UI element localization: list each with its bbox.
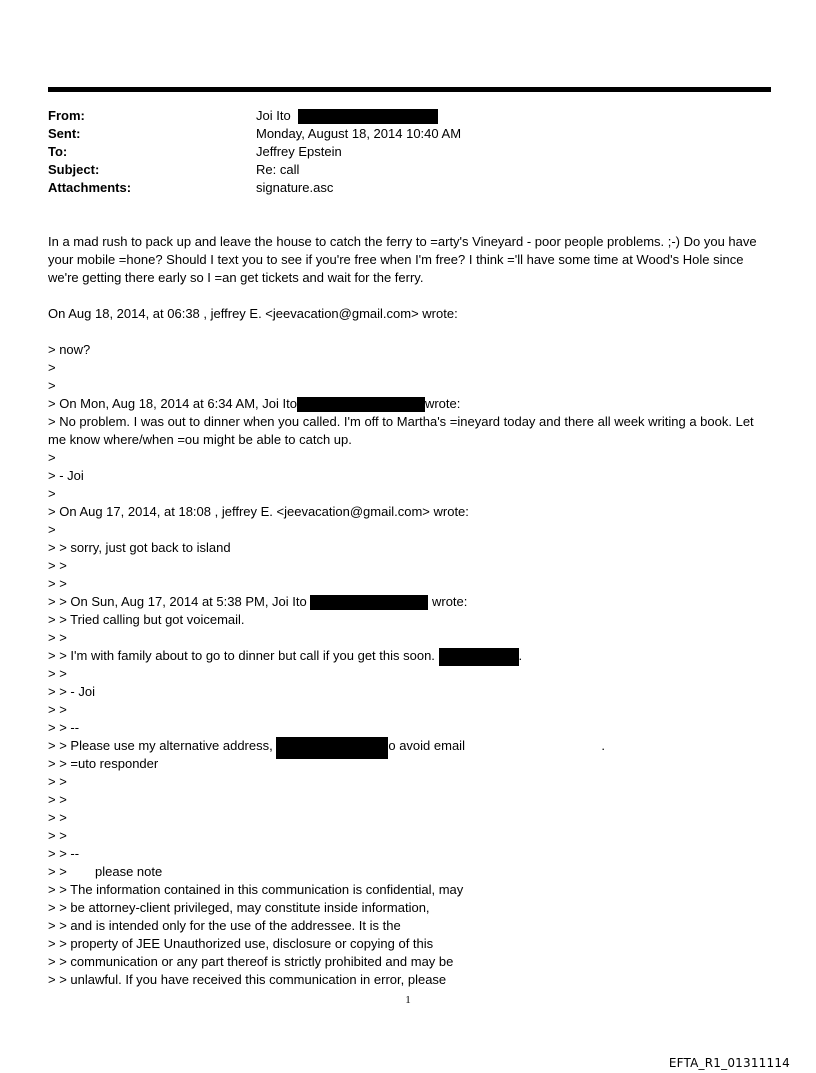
to-value: Jeffrey Epstein <box>256 144 342 159</box>
disclaimer-line: > > be attorney-client privileged, may constitute inside information, <box>48 900 430 915</box>
disclaimer-line: > > property of JEE Unauthorized use, disclosure or copying of this <box>48 936 434 951</box>
disclaimer-line: > > The information contained in this communication is confidential, may <box>48 882 464 897</box>
quoted-line: > now? <box>48 342 91 357</box>
quoted-line: > > <box>48 666 67 681</box>
quoted-line: > > Please use my alternative address, o avoid email . <box>48 737 773 755</box>
redaction-box <box>297 397 425 412</box>
attachments-label: Attachments: <box>48 180 132 195</box>
from-value <box>256 107 438 125</box>
document-id: EFTA_R1_01311114 <box>668 1056 790 1070</box>
page-number: 1 <box>405 994 411 1006</box>
redaction-box <box>276 737 388 759</box>
quoted-line: > <box>48 378 56 393</box>
redaction-box <box>439 648 519 666</box>
quoted-line: > > <box>48 576 67 591</box>
quoted-line: > > -- <box>48 720 80 735</box>
from-label: From: <box>48 108 85 123</box>
quoted-line: > No problem. I was out to dinner when you called. I'm off to Martha's =ineyard today and there all week writing a book. Let me know where/when =ou might be able to catch up. <box>48 414 754 447</box>
quote-header-4: > > On Sun, Aug 17, 2014 at 5:38 PM, Joi Ito wrote: <box>48 594 468 609</box>
quote-header-1: On Aug 18, 2014, at 06:38 , jeffrey E. <jeevacation@gmail.com> wrote: <box>48 306 458 321</box>
quoted-line: > <box>48 486 56 501</box>
disclaimer-line: > > and is intended only for the use of the addressee. It is the <box>48 918 401 933</box>
quoted-line: > > <box>48 810 67 825</box>
disclaimer-line: > > communication or any part thereof is strictly prohibited and may be <box>48 954 454 969</box>
quote-header-3: > On Aug 17, 2014, at 18:08 , jeffrey E. <jeevacation@gmail.com> wrote: <box>48 504 469 519</box>
quoted-line: > > I'm with family about to go to dinner but call if you get this soon. . <box>48 647 773 665</box>
intro-paragraph: In a mad rush to pack up and leave the house to catch the ferry to =arty's Vineyard - poor people problems. ;-) Do you have your mobile =hone? Should I text you to see if you're free when I'm free? I think ='ll have some time at Wood's Hole since we're getting there early so I =an get tickets and wait for the ferry. <box>48 234 757 285</box>
quoted-line: > > <box>48 774 67 789</box>
subject-label: Subject: <box>48 162 100 177</box>
quoted-line: > > sorry, just got back to island <box>48 540 231 555</box>
quoted-line: > > <box>48 828 67 843</box>
redaction-box <box>310 595 428 610</box>
quoted-line: > > - Joi <box>48 684 95 699</box>
redaction-box <box>298 109 438 124</box>
quoted-line: > > <box>48 792 67 807</box>
quoted-line: > <box>48 360 56 375</box>
quoted-line: > > =uto responder <box>48 756 159 771</box>
subject-value: Re: call <box>256 162 300 177</box>
quoted-line: > > Tried calling but got voicemail. <box>48 612 245 627</box>
quote-header-2: > On Mon, Aug 18, 2014 at 6:34 AM, Joi Ito wrote: <box>48 396 461 411</box>
quoted-line: > > <box>48 702 67 717</box>
header-rule <box>48 87 771 92</box>
quoted-line: > > -- <box>48 846 80 861</box>
quoted-line: > <box>48 522 56 537</box>
email-body <box>48 233 773 989</box>
to-label: To: <box>48 144 68 159</box>
quoted-line: > > <box>48 558 67 573</box>
quoted-line: > > please note <box>48 864 163 879</box>
from-name: Joi Ito <box>256 108 291 123</box>
disclaimer-line: > > unlawful. If you have received this communication in error, please <box>48 972 447 987</box>
sent-label: Sent: <box>48 126 81 141</box>
quoted-line: > - Joi <box>48 468 84 483</box>
sent-value: Monday, August 18, 2014 10:40 AM <box>256 126 462 141</box>
quoted-line: > <box>48 450 56 465</box>
quoted-line: > > <box>48 630 67 645</box>
attachment-file: signature.asc <box>256 180 334 195</box>
